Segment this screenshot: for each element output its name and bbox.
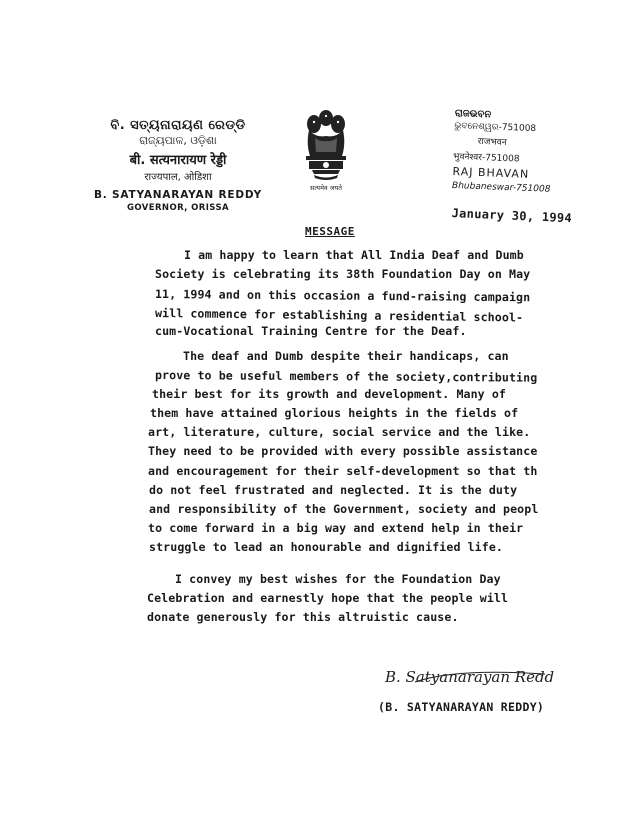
body-line: and responsibility of the Government, society and peopl xyxy=(149,502,539,516)
body-line: 11, 1994 and on this occasion a fund-raising campaign xyxy=(154,287,531,305)
body-line: I am happy to learn that All India Deaf and Dumb xyxy=(184,248,524,262)
odia-title: ରାଜ୍ୟପାଳ, ଓଡ଼ିଶା xyxy=(139,134,217,147)
body-line: will commence for establishing a residential school- xyxy=(154,306,524,325)
hindi-name: बी. सत्यनारायण रेड्डी xyxy=(129,153,227,168)
signature-text: B. Satyanarayan Redd xyxy=(385,668,555,686)
letter-date: January 30, 1994 xyxy=(451,206,573,226)
handwritten-signature xyxy=(385,660,570,700)
body-line: I convey my best wishes for the Foundation Day xyxy=(175,572,501,586)
hindi-title: राज्यपाल, ओडिशा xyxy=(144,172,212,183)
odia-office: ରାଜଭବନ xyxy=(454,108,492,121)
emblem-motto: सत्यमेव जयते xyxy=(310,184,342,192)
body-line: prove to be useful members of the society,contributing xyxy=(154,368,538,385)
english-title: GOVERNOR, ORISSA xyxy=(127,203,229,213)
body-line: do not feel frustrated and neglected. It is the duty xyxy=(149,483,518,497)
message-heading: MESSAGE xyxy=(305,225,355,238)
body-line: cum-Vocational Training Centre for the Deaf. xyxy=(155,324,467,338)
odia-name: ବି. ସତ୍ୟନାରାୟଣ ରେଡ୍ଡି xyxy=(110,118,246,133)
body-line: struggle to lead an honourable and dignified life. xyxy=(149,540,504,554)
body-line: art, literature, culture, social service and the like. xyxy=(148,425,531,439)
hindi-office: राजभवन xyxy=(477,136,507,149)
hindi-city: भुवनेश्वर-751008 xyxy=(452,151,520,165)
body-line: to come forward in a big way and extend help in their xyxy=(148,521,524,535)
body-line: Celebration and earnestly hope that the people will xyxy=(147,591,509,605)
body-line: them have attained glorious heights in the fields of xyxy=(150,406,519,420)
odia-city: ଭୁବନେଶ୍ୱର-751008 xyxy=(454,120,537,135)
english-city: Bhubaneswar-751008 xyxy=(451,180,551,195)
body-line: and encouragement for their self-development so that th xyxy=(148,464,538,478)
body-line: donate generously for this altruistic cause. xyxy=(147,610,459,624)
signatory-name: (B. SATYANARAYAN REDDY) xyxy=(378,700,545,714)
national-emblem-icon xyxy=(300,108,352,192)
body-line: their best for its growth and development. Many of xyxy=(152,387,507,401)
letterhead-right xyxy=(452,108,585,196)
letterhead-left xyxy=(78,118,278,213)
english-office: RAJ BHAVAN xyxy=(452,164,530,181)
body-line: Society is celebrating its 38th Foundation Day on May xyxy=(155,267,531,281)
english-name: B. SATYANARAYAN REDDY xyxy=(93,189,263,201)
body-line: The deaf and Dumb despite their handicaps, can xyxy=(183,349,509,363)
body-line: They need to be provided with every possible assistance xyxy=(148,444,538,458)
